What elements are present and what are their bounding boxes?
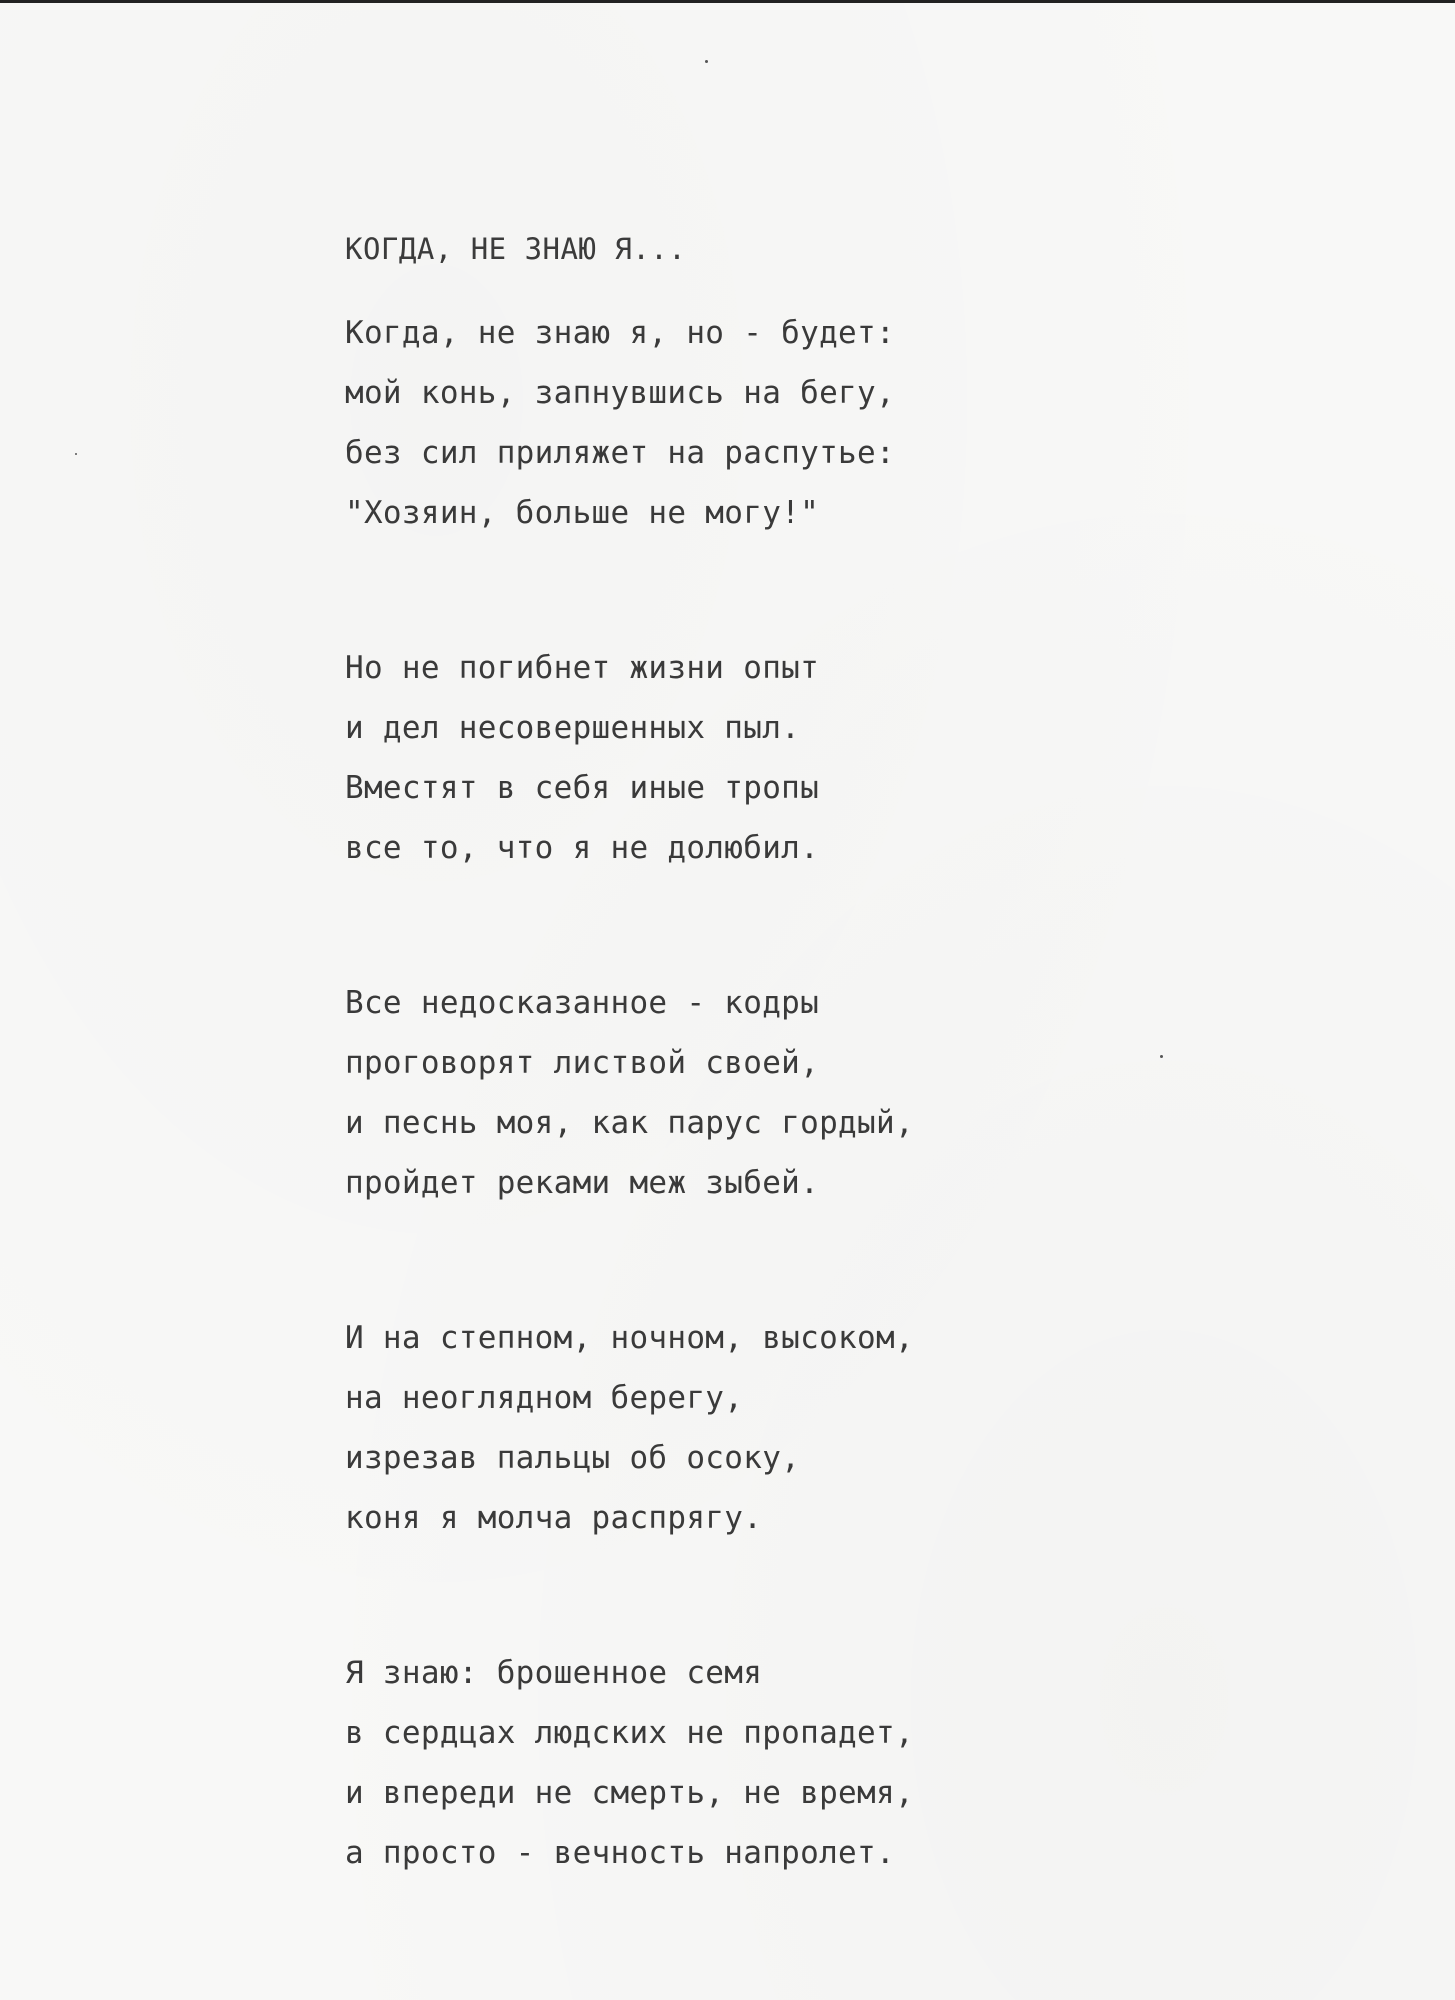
poem-line: пройдет реками меж зыбей. (345, 1165, 820, 1201)
poem-line: мой конь, запнувшись на бегу, (345, 375, 895, 411)
poem-line: без сил приляжет на распутье: (345, 435, 895, 471)
poem-line: а просто - вечность напролет. (345, 1835, 895, 1871)
poem-line: Вместят в себя иные тропы (345, 770, 820, 806)
poem-line: Все недосказанное - кодры (345, 985, 820, 1021)
poem-line: в сердцах людских не пропадет, (345, 1715, 914, 1751)
poem-line: все то, что я не долюбил. (345, 830, 820, 866)
stanza-2 (345, 638, 1345, 878)
poem (345, 225, 1345, 1978)
poem-line: и песнь моя, как парус гордый, (345, 1105, 914, 1141)
poem-line: и дел несовершенных пыл. (345, 710, 801, 746)
poem-line: на неоглядном берегу, (345, 1380, 744, 1416)
poem-line: Когда, не знаю я, но - будет: (345, 315, 895, 351)
poem-line: И на степном, ночном, высоком, (345, 1320, 914, 1356)
poem-line: Но не погибнет жизни опыт (345, 650, 820, 686)
poem-line: "Хозяин, больше не могу!" (345, 495, 820, 531)
poem-line: Я знаю: брошенное семя (345, 1655, 763, 1691)
poem-line: изрезав пальцы об осоку, (345, 1440, 801, 1476)
poem-line: и впереди не смерть, не время, (345, 1775, 914, 1811)
poem-line: проговорят листвой своей, (345, 1045, 820, 1081)
ink-speck (75, 453, 77, 455)
poem-line: коня я молча распрягу. (345, 1500, 763, 1536)
stanza-5 (345, 1643, 1345, 1883)
ink-speck (705, 60, 708, 63)
stanza-3 (345, 973, 1345, 1213)
poem-title: КОГДА, НЕ ЗНАЮ Я... (345, 232, 687, 266)
page-top-edge (0, 0, 1455, 3)
stanza-4 (345, 1308, 1345, 1548)
stanza-1 (345, 303, 1345, 543)
